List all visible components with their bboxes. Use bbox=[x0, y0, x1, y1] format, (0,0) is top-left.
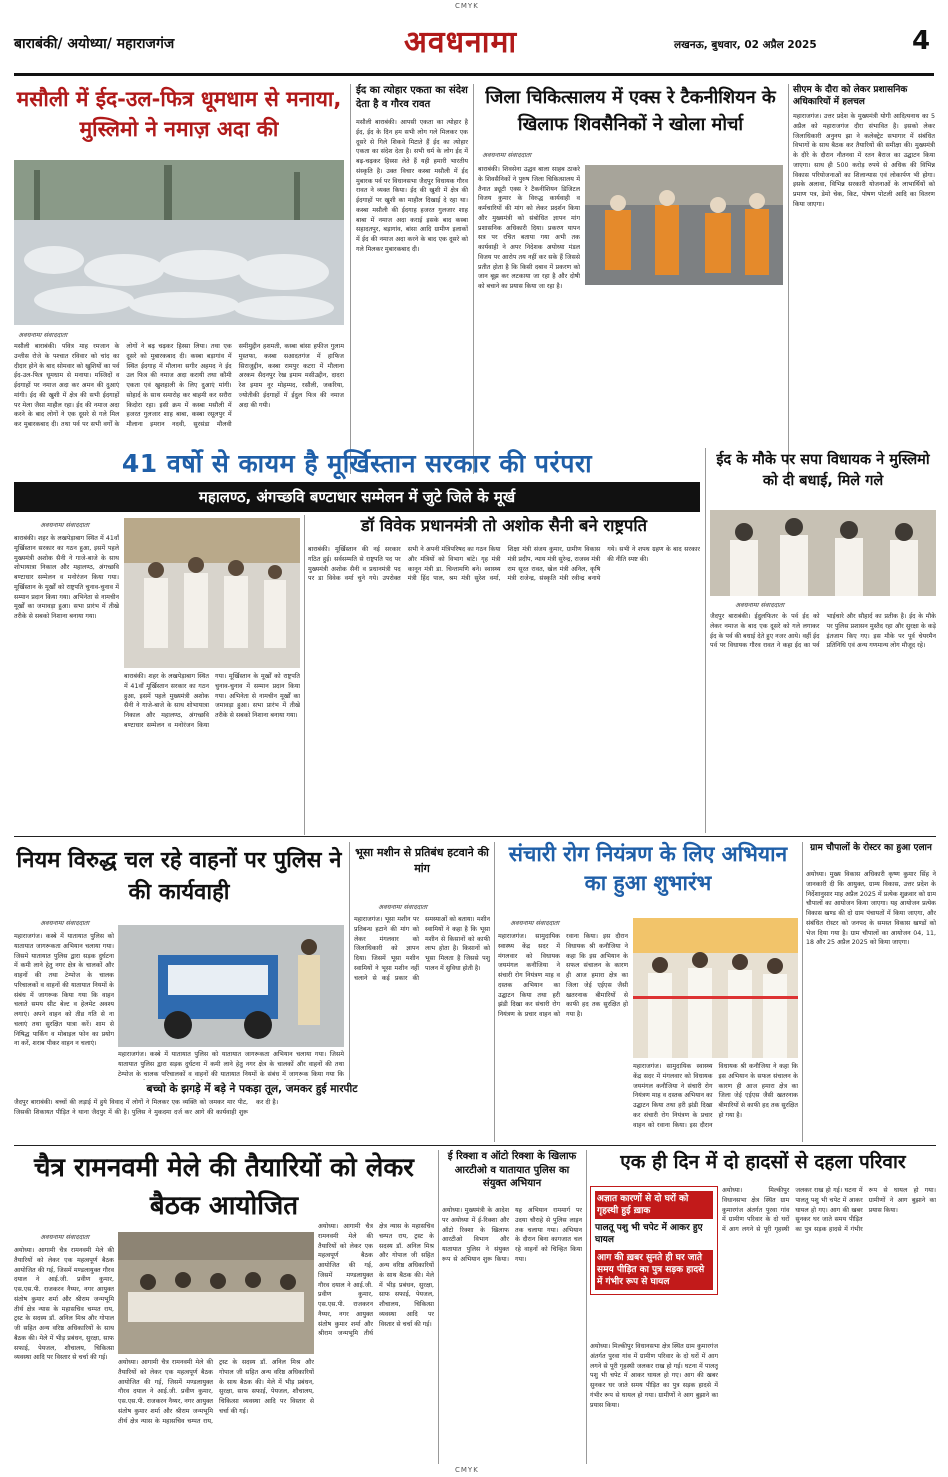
chaupal-body: अयोध्या। मुख्य विकास अधिकारी कृष्ण कुमार सिंह ने जानकारी दी कि आयुक्त, ग्राम्य विकास, उत्तर प्रदेश के निर्देशानुसार माह अप्रैल 2025 में प्रत्येक शुक्रवार को ग्राम चौपालों का आयोजन किया जाएगा। यह आयोजन प्रत्येक विकास खण्ड की दो ग्राम पंचायतों में किया जाएगा, और संबंधित रोस्टर को जनपद के समस्त विकास खण्डों को भेज दिया गया है। ग्राम चौपालों का आयोजन 04, 11, 18 और 25 अप्रैल 2025 को किया जाएगा। bbox=[806, 871, 936, 947]
xray-byline: अवधनामा संवाददाता bbox=[482, 151, 532, 159]
chaupal-headline: ग्राम चौपालों के रोस्टर का हुआ एलान bbox=[810, 843, 932, 853]
column-divider bbox=[802, 842, 803, 1142]
column-divider bbox=[473, 84, 474, 474]
eid-headline: मसौली में ईद-उल-फित्र धूमधाम से मनाया, मुस्लिमो ने नमाज़ अदा की bbox=[16, 87, 342, 142]
column-divider bbox=[705, 448, 706, 833]
health-body-continued: महाराजगंज। सामुदायिक स्वास्थ्य केंद्र सदर में मंगलवार को विधायक जयमंगल कनौजिया ने संचारी रोग नियंत्रण माह व दस्तक अभियान का उद्घाटन किया तथा हरी झंडी दिखा कर संचारी रोग नियंत्रण के प्रचार वाहन को रवाना किया। इस दौरान विधायक श्री कनौजिया ने कहा कि इस अभियान के सफल संचालन के कारण ही आज हमारा क्षेत्र का जिला जेई एईएस जैसी खतरनाक बीमारियों से काफी हद तक सुरक्षित हो गया है। bbox=[633, 1063, 798, 1129]
ramnavami-body: अयोध्या। आगामी चैत्र रामनवमी मेले की तैयारियों को लेकर एक महत्वपूर्ण बैठक आयोजित की गई, जिसमें मण्डलायुक्त गौरव दयाल ने आई.जी. प्रवीण कुमार, एस.एस.पी. राजकरन नैय्यर, नगर आयुक्त संतोष कुमार शर्मा और श्रीराम जन्मभूमि तीर्थ क्षेत्र न्यास के महासचिव चम्पत राय, ट्रस्ट के सदस्य डॉ. अनिल मिश्र और गोपाल जी सहित अन्य वरिष्ठ अधिकारियों के साथ बैठक की। मेले में भीड़ प्रबंधन, सुरक्षा, साफ सफाई, पेयजल, शौचालय, चिकित्सा व्यवस्था आदि पर विस्तार से चर्चा की गई। bbox=[14, 1247, 114, 1362]
column-divider bbox=[494, 842, 495, 1142]
conference-image bbox=[118, 1232, 314, 1354]
ribbon-cutting-image bbox=[633, 918, 798, 1058]
murkh-body-continued: बाराबंकी। शहर के लखपेड़ाबाग स्थित में 41वाँ मूर्खिस्तान सरकार का गठन हुआ, इसमें पहले मुख्यमंत्री अशोक सैनी ने गाजे-बाजे के साथ शोभायात्रा निकाल और महालण्ठ, अंगच्छवि बण्टाधार सम्मेलन व मनोरंजन किया गया। मूर्खिस्तान के मूर्खों को राष्ट्रपति चुनाव-चुनाव में सम्मान प्रदान किया गया। अभिनेता से नामचीन मूर्खों का जमावड़ा हुआ। सभा प्रारंभ में तीखे तरीके से सबको निशाना बनाया गया। bbox=[124, 673, 300, 729]
greeting-image bbox=[710, 510, 936, 596]
xray-protest-photo bbox=[585, 165, 783, 285]
children-headline: बच्चो के झगड़े में बड़े ने पकड़ा तूल, जमकर हुई मारपीट bbox=[146, 1083, 358, 1095]
vehicles-byline: अवधनामा संवाददाता bbox=[40, 919, 90, 927]
sp-photo bbox=[710, 510, 936, 596]
section-title: बाराबंकी/ अयोध्या/ महाराजगंज bbox=[14, 36, 175, 52]
murkh-subhead: महालण्ठ, अंगच्छवि बण्टाधार सम्मेलन में जुटे जिले के मूर्ख bbox=[14, 482, 700, 512]
unity-headline: ईद का त्योहार एकता का संदेश देता है व गौरव रावत bbox=[356, 85, 468, 110]
column-divider bbox=[438, 1150, 439, 1464]
ramnavami-headline: चैत्र रामनवमी मेले की तैयारियों को लेकर बैठक आयोजित bbox=[34, 1153, 414, 1221]
vehicles-headline: नियम विरुद्ध चल रहे वाहनों पर पुलिस ने की कार्यवाही bbox=[16, 848, 342, 905]
accident-highlights-box bbox=[590, 1186, 718, 1295]
bhusa-byline: अवधनामा संवाददाता bbox=[378, 903, 428, 911]
accident-headline: एक ही दिन में दो हादसों से दहला परिवार bbox=[620, 1151, 906, 1173]
health-headline: संचारी रोग नियंत्रण के लिए अभियान का हुआ शुभारंभ bbox=[508, 842, 788, 896]
eid-byline: अवधनामा संवाददाता bbox=[18, 331, 68, 339]
cmyk-mark: CMYK bbox=[455, 2, 479, 10]
bhusa-body: महाराजगंज। भूसा मशीन पर प्रतिबन्ध हटाने की मांग को लेकर मंगलवार को जिलाधिकारी को ज्ञापन दिया। जिसमें भूसा मशीन स्वामियों ने भूसा मशीन नहीं चलाने से कई प्रकार की समस्याओं को बताया। मशीन स्वामियों ने कहा है कि भूसा मशीन से किसानों को काफी लाभ होता है। किसानों को भूसा मिलता है जिससे पशु पालन में सुविधा होती है। bbox=[354, 916, 490, 982]
accident-bullet: आग की ख़बर सुनते ही घर जाते समय पीड़ित का पुत्र सड़क हादसे में गंभीर रूप से घायल bbox=[595, 1250, 713, 1290]
masthead bbox=[14, 20, 934, 76]
erickshaw-headline: ई रिक्शा व ऑटो रिक्शा के खिलाफ आरटीओ व यातायात पुलिस का संयुक्त अभियान bbox=[447, 1151, 577, 1189]
eid-prayer-photo bbox=[14, 160, 344, 325]
murkh-photo bbox=[124, 518, 300, 668]
health-body: महाराजगंज। सामुदायिक स्वास्थ्य केंद्र सदर में मंगलवार को विधायक जयमंगल कनौजिया ने संचारी रोग नियंत्रण माह व दस्तक अभियान का उद्घाटन किया तथा हरी झंडी दिखा कर संचारी रोग नियंत्रण के प्रचार वाहन को रवाना किया। इस दौरान विधायक श्री कनौजिया ने कहा कि इस अभियान के सफल संचालन के कारण ही आज हमारा क्षेत्र का जिला जेई एईएस जैसी खतरनाक बीमारियों से काफी हद तक सुरक्षित हो गया है। bbox=[498, 933, 628, 1018]
xray-headline: जिला चिकित्सालय में एक्स रे टैकनीशियन के खिलाफ शिवसैनिकों ने खोला मोर्चा bbox=[485, 87, 776, 135]
vehicles-body: महाराजगंज। कस्बे में यातायात पुलिस को यातायात जागरूकता अभियान चलाया गया। जिसमे यातायात पुलिस द्वारा सड़क दुर्घटना में कमी लाने हेतु नगर क्षेत्र के चालकों और वाहनों की तथा टेम्पोज के चालक परिचालकों व वाहनों की यातायात नियमों के संबंध में जागरूक किया गया कि वाहन चलाते समय सीट बेल्ट व हेलमेट अवश्य लगाएं। अपने वाहन को तीव्र गति से ना चलाएं तथा सुरक्षित यात्रा करें। शाम से निषिद्ध पार्किंग व मोबाइल फोन का प्रयोग ना करें, शराब पीकर वाहन न चलाएं। bbox=[14, 933, 114, 1048]
erickshaw-body: अयोध्या। मुख्यमंत्री के आदेश पर अयोध्या में ई-रिक्शा और ऑटो रिक्शा के खिलाफ आरटीओ विभाग और यातायात पुलिस ने संयुक्त रूप से अभियान शुरू किया। यह अभियान राममार्ग पर उदया चौराहे से पुलिस लाइन तक चलाया गया। अभियान के दौरान बिना कागजात चल रहे वाहनों को चिन्हित किया गया। bbox=[442, 1207, 582, 1263]
column-divider bbox=[349, 842, 350, 1080]
meeting-photo bbox=[118, 1232, 314, 1354]
vivek-body: बाराबंकी। मूर्खिस्तान की नई सरकार गठित हुई। सर्वसम्मति से राष्ट्रपति पद पर मुख्यमंत्री अशोक सैनी व प्रधानमंत्री पद पर डा विवेक वर्मा चुने गये। उपरोक्त सभी ने अपनी मंत्रिपरिषद का गठन किया और मंत्रियों को विभाग बांटे। गृह मंत्री कानून मंत्री डा. चिन्तामणि बने। स्वास्थ्य मंत्री हिंद पाल, श्रम मंत्री सुरेश वर्मा, शिक्षा मंत्री संजय कुमार, ग्रामीण विकास मंत्री प्रदीप, न्याय मंत्री सुरेन्द्र, राजस्व मंत्री राम सूरत रावत, खेल मंत्री अनिल, कृषि मंत्री राजेन्द्र, संस्कृति मंत्री रवीन्द्र बनाये गये। सभी ने शपथ ग्रहण के बाद सरकार की नीति स्पष्ट की। bbox=[308, 546, 700, 583]
column-divider bbox=[350, 84, 351, 474]
murkh-headline: 41 वर्षो से कायम है मूर्खिस्तान सरकार की परंपरा bbox=[121, 449, 593, 478]
accident-body-continued: अयोध्या। मिल्कीपुर विधानसभा क्षेत्र स्थित ग्राम कुमारगंज अंतर्गत पुरवा गांव में ग्रामीण परिवार के दो घरों में आग लगने से पूरी गृहस्थी जलकर राख हो गई। घटना में पालतू पशु भी चपेट में आकर घायल हो गए। आग की खबर सुनकर घर जाते समय पीड़ित का पुत्र सड़क हादसे में गंभीर रूप से घायल हो गया। ग्रामीणों ने आग बुझाने का प्रयास किया। bbox=[722, 1187, 936, 1233]
ramnavami-body-side: अयोध्या। आगामी चैत्र रामनवमी मेले की तैयारियों को लेकर एक महत्वपूर्ण बैठक आयोजित की गई, जिसमें मण्डलायुक्त गौरव दयाल ने आई.जी. प्रवीण कुमार, एस.एस.पी. राजकरन नैय्यर, नगर आयुक्त संतोष कुमार शर्मा और श्रीराम जन्मभूमि तीर्थ क्षेत्र न्यास के महासचिव चम्पत राय, ट्रस्ट के सदस्य डॉ. अनिल मिश्र और गोपाल जी सहित अन्य वरिष्ठ अधिकारियों के साथ बैठक की। मेले में भीड़ प्रबंधन, सुरक्षा, साफ सफाई, पेयजल, शौचालय, चिकित्सा व्यवस्था आदि पर विस्तार से चर्चा की गई। bbox=[318, 1223, 434, 1338]
xray-body: बाराबंकी। शिवसेना उद्धव बाला साहब ठाकरे के शिवसैनिकों ने पुरुष जिला चिकित्सालय में तैनात ड्यूटी एक्स रे टैकनीशियन डिजिटल विजय कुमार के विरुद्ध कार्यवाही व कर्मचारियों की मांग को लेकर प्रदर्शन किया और मुख्यमंत्री को संबोधित ज्ञापन मांग प्रशासनिक अधिकारी दिया। प्रकरण यापन सत्र पर रचित बताया गया अभी तक कार्यवाही ने अपर निदेशक अयोध्या मंडल विजय पर आरोप तय नहीं कर सके हैं जिससे प्रतीत होता है कि किसी दबाव में प्रकरण को जान बूझ कर लटकाया जा रहा है और दोषी को बचाने का प्रयास किया जा रहा है। bbox=[478, 166, 580, 290]
sp-body: जैदपुर बाराबंकी। ईदुलफितर के पर्व ईद को लेकर नमाज के बाद एक दूसरे को गले लगाकर ईद के पर्व की बधाई देते हुए नजर आये। वहीं ईद पर्व पर विधायक गौरव रावत ने कहा ईद का पर्व भाईचारे और सौहार्द का प्रतीक है। ईद के मौके पर पुलिस प्रशासन मुस्तैद रहा और सुरक्षा के कड़े इंतजाम किए गए। इस मौके पर पूर्व चेयरमैन प्रतिनिधि एवं अन्य गणमान्य लोग मौजूद रहे। bbox=[710, 613, 936, 650]
page-number: 4 bbox=[912, 26, 931, 56]
protest-image bbox=[585, 165, 783, 285]
murkh-body: बाराबंकी। शहर के लखपेड़ाबाग स्थित में 41वाँ मूर्खिस्तान सरकार का गठन हुआ, इसमें पहले मुख्यमंत्री अशोक सैनी ने गाजे-बाजे के साथ शोभायात्रा निकाल और महालण्ठ, अंगच्छवि बण्टाधार सम्मेलन व मनोरंजन किया गया। मूर्खिस्तान के मूर्खों को राष्ट्रपति चुनाव-चुनाव में सम्मान प्रदान किया गया। अभिनेता से नामचीन मूर्खों का जमावड़ा हुआ। सभा प्रारंभ में तीखे तरीके से सबको निशाना बनाया गया। bbox=[14, 535, 119, 620]
health-byline: अवधनामा संवाददाता bbox=[510, 919, 560, 927]
crowd-image bbox=[14, 160, 344, 325]
accident-body: अयोध्या। मिल्कीपुर विधानसभा क्षेत्र स्थित ग्राम कुमारगंज अंतर्गत पुरवा गांव में ग्रामीण परिवार के दो घरों में आग लगने से पूरी गृहस्थी जलकर राख हो गई। घटना में पालतू पशु भी चपेट में आकर घायल हो गए। आग की खबर सुनकर घर जाते समय पीड़ित का पुत्र सड़क हादसे में गंभीर रूप से घायल हो गया। ग्रामीणों ने आग बुझाने का प्रयास किया। bbox=[590, 1343, 718, 1409]
vivek-headline: डॉ विवेक प्रधानमंत्री तो अशोक सैनी बने राष्ट्रपति bbox=[360, 516, 648, 535]
column-divider bbox=[304, 515, 305, 835]
eid-body: मसौली बाराबंकी। पवित्र माह रमजान के उन्तीस रोजे के पश्चात रविवार को चांद का दीदार होने के बाद सोमवार को खुशियों का पर्व ईद-उल-फित्र धूमधाम से मनाया। मस्जिदों व ईदगाहों पर नमाज अदा कर अमन की दुआएं मांगी। ईद की खुशी में क्षेत्र की सभी ईदगाहों पर मेला जैसा माहौल रहा। ईद की नमाज अदा करने के बाद लोगों ने एक दूसरे से गले मिल कर मुबारकबाद दी। तथा पर्व पर सभी वर्गों के लोगों ने बढ़ चढ़कर हिस्सा लिया। तथा एक दूसरे को मुबारकबाद दी। कस्बा बड़ागांव में स्थित ईदगाह में मौलाना सगीर अहमद ने ईद उल फित्र की नमाज अदा करायी तथा कौमी एकता एवं खुशहाली के लिए दुआएं मांगी। सोहार्द के साथ समारोह कर बाहमी कर सरौरा किदोरा रहा। इसी क्रम में कस्बा मसौली में हजरत गुलजार शाह बाबा, कस्बा रसूलपुर में मौलाना इमरान नदवी, सुरसंडा मौलवी समीमुद्दीन हशमती, कस्बा बांसा हफीज गुलाम मुस्तफा, कस्बा सआदतगंज में हाफिज सिराजुद्दीन, कस्बा रामपुर कटरा में मौलाना अरकम सैदनपुर रेख इमाम मसीउद्दीन, दादरा रेश इमाम नूर मोहम्मद, रसौली, जकरिया, ज्योतीकी ईदगाहों में ईदुल फित्र की नमाज अदा की गयी। bbox=[14, 343, 344, 428]
cm-visit-headline: सीएम के दौरा को लेकर प्रशासनिक अधिकारियों में हलचल bbox=[793, 85, 908, 108]
sp-headline: ईद के मौके पर सपा विधायक ने मुस्लिमो को दी बधाई, मिले गले bbox=[716, 452, 930, 490]
row-rule bbox=[14, 1145, 936, 1146]
newspaper-logo: अवधनामा bbox=[404, 25, 518, 60]
stage-image bbox=[124, 518, 300, 668]
accident-bullet: पालतू पशु भी चपेट में आकर हुए घायल bbox=[595, 1223, 703, 1246]
registration-bar bbox=[0, 0, 948, 14]
column-divider bbox=[788, 84, 789, 474]
row-rule bbox=[14, 836, 936, 837]
ramnavami-byline: अवधनामा संवाददाता bbox=[40, 1233, 90, 1241]
sp-byline: अवधनामा संवाददाता bbox=[735, 601, 785, 609]
unity-body: मसौली बाराबंकी। आपसी एकता का त्योहार है ईद, ईद के दिन हम सभी लोग गले मिलकर एक दूसरे से गिले शिकवे मिटाते हैं ईद का त्योहार एकता का संदेश देता है। सभी धर्म के लोग ईद में बढ़-चढ़कर हिस्सा लेते हैं यही हमारी भारतीय संस्कृति है। उक्त विचार कस्बा मसौली में ईद मुबारक पर्व पर विधानसभा जैदपुर विधायक गौरव रावत ने व्यक्त किया। ईद की खुशी में क्षेत्र की ईदगाहों पर खुशी का माहौल दिखाई दे रहा था। कस्बा मसौली की ईदगाह हजरत गुलजार शाह बाबा में नमाज अदा कराई इसके बाद कस्बा सहादतपुर, बड़ागांव, बांसा आदि ग्रामीण इलाकों में ईद की नमाज अदा करने के बाद एक दूसरे को गले मिलकर मुबारकबाद दी। bbox=[356, 119, 468, 253]
ramnavami-body-continued: अयोध्या। आगामी चैत्र रामनवमी मेले की तैयारियों को लेकर एक महत्वपूर्ण बैठक आयोजित की गई, जिसमें मण्डलायुक्त गौरव दयाल ने आई.जी. प्रवीण कुमार, एस.एस.पी. राजकरन नैय्यर, नगर आयुक्त संतोष कुमार शर्मा और श्रीराम जन्मभूमि तीर्थ क्षेत्र न्यास के महासचिव चम्पत राय, ट्रस्ट के सदस्य डॉ. अनिल मिश्र और गोपाल जी सहित अन्य वरिष्ठ अधिकारियों के साथ बैठक की। मेले में भीड़ प्रबंधन, सुरक्षा, साफ सफाई, पेयजल, शौचालय, चिकित्सा व्यवस्था आदि पर विस्तार से चर्चा की गई। bbox=[118, 1359, 314, 1425]
vehicles-body-continued: महाराजगंज। कस्बे में यातायात पुलिस को यातायात जागरूकता अभियान चलाया गया। जिसमे यातायात पुलिस द्वारा सड़क दुर्घटना में कमी लाने हेतु नगर क्षेत्र के चालकों और वाहनों की तथा टेम्पोज के चालक परिचालकों व वाहनों की यातायात नियमों के संबंध में जागरूक किया गया कि bbox=[118, 1051, 344, 1078]
dateline: लखनऊ, बुधवार, 02 अप्रैल 2025 bbox=[674, 39, 817, 51]
children-body: जैदपुर बाराबंकी। बच्चों की लड़ाई में हुये विवाद में लोगों ने मिलकर एक व्यक्ति को जमकर मार पीट, जिसकी शिकायत पीड़ित ने थाना जैदपुर में की है। पुलिस ने मुकदमा दर्ज कर आगे की कार्यवाही शुरू कर दी है। bbox=[14, 1099, 279, 1116]
cm-visit-body: महाराजगंज। उत्तर प्रदेश के मुख्यमंत्री योगी आदित्यनाथ का 5 अप्रैल को महाराजगंज दौरा संभावित है। इसको लेकर जिलाधिकारी अनुनय झा ने कलेक्ट्रेट सभागार में संबंधित विभागों के साथ बैठक कर तैयारियों की समीक्षा की। मुख्यमंत्री के दौरे के दौरान नौतनवा में रतन बैराज का उद्घाटन किया जाएगा। साथ ही 500 करोड़ रुपये से अधिक की विभिन्न विकास परियोजनाओं का शिलान्यास एवं लोकार्पण भी होगा। इसके अलावा, विभिन्न सरकारी योजनाओं के लाभार्थियों को प्रमाण पत्र, डेमो चेक, किट, पोषण पोटली आदि का वितरण किया जाएगा। bbox=[793, 113, 935, 208]
bhusa-headline: भूसा मशीन से प्रतिबंध हटवाने की मांग bbox=[355, 846, 489, 875]
column-divider bbox=[586, 1150, 587, 1464]
police-checking-photo bbox=[118, 925, 344, 1047]
footer-cmyk-mark: CMYK bbox=[455, 1466, 479, 1474]
accident-bullet: अज्ञात कारणों से दो घरों को गृहस्थी हुई ख़ाक bbox=[595, 1191, 713, 1219]
murkh-byline: अवधनामा संवाददाता bbox=[40, 521, 90, 529]
health-inauguration-photo bbox=[633, 918, 798, 1058]
erickshaw-image bbox=[118, 925, 344, 1047]
